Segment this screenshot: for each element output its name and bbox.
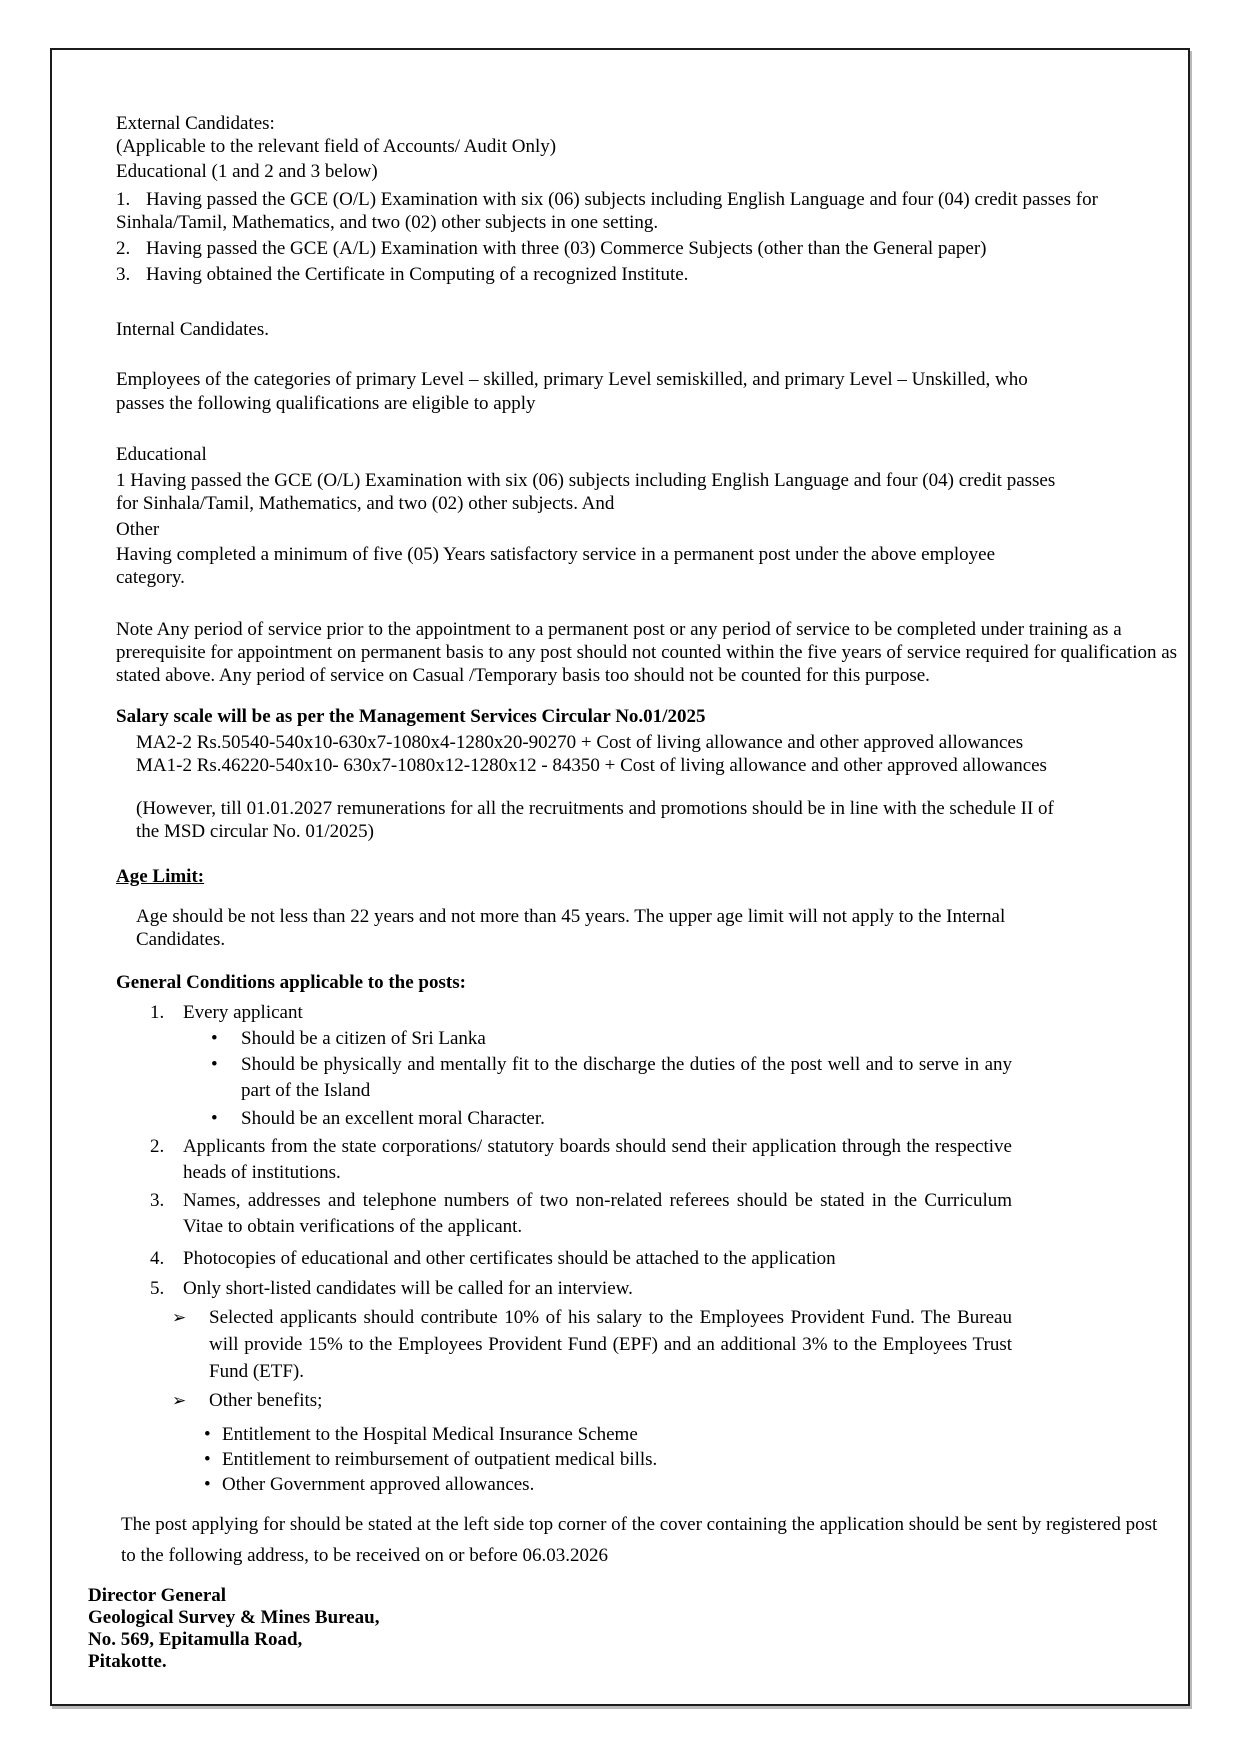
arrow-text: Selected applicants should contribute 10% of his salary to the Employees Provident Fund. The Bureau will provide 15% to the Employees Provident Fund (EPF) and an additional 3% to the Employees Trust Fund (ETF). bbox=[209, 1307, 1012, 1382]
internal-educational-text: 1 Having passed the GCE (O/L) Examination with six (06) subjects including English Language and four (04) credit passes for Sinhala/Tamil, Mathematics, and two (02) other subjects. And bbox=[116, 470, 1056, 514]
salary-heading: Salary scale will be as per the Management Services Circular No.01/2025 bbox=[116, 706, 706, 727]
closing-instructions: The post applying for should be stated at the left side top corner of the cover containing the application should be sent by registered post to the following address, to be received on or before 06.03.2026 bbox=[121, 1514, 1158, 1566]
address-line-3: No. 569, Epitamulla Road, bbox=[88, 1629, 303, 1650]
list-text: Having passed the GCE (O/L) Examination with six (06) subjects including English Language and four (04) credit passes for Sinhala/Tamil, Mathematics, and two (02) other subjects in one setting. bbox=[116, 189, 1098, 233]
condition-1-bullet-2 bbox=[116, 1052, 1012, 1104]
bullet-icon: • bbox=[211, 1028, 218, 1049]
list-number: 2. bbox=[150, 1136, 165, 1157]
external-item-2 bbox=[116, 237, 1060, 260]
list-text: Only short-listed candidates will be called for an interview. bbox=[183, 1278, 633, 1299]
bullet-icon: • bbox=[211, 1108, 218, 1129]
educational-label-external: Educational (1 and 2 and 3 below) bbox=[116, 161, 378, 182]
external-item-1 bbox=[116, 188, 1188, 234]
internal-candidates-heading: Internal Candidates. bbox=[116, 319, 270, 340]
arrow-text: Other benefits; bbox=[209, 1390, 323, 1411]
bullet-text: Should be a citizen of Sri Lanka bbox=[241, 1028, 486, 1049]
arrow-bullet-icon: ➢ bbox=[172, 1308, 187, 1327]
benefit-item-2 bbox=[116, 1447, 1012, 1472]
bullet-icon: • bbox=[204, 1424, 211, 1445]
bullet-text: Entitlement to reimbursement of outpatient medical bills. bbox=[222, 1449, 658, 1470]
arrow-bullet-icon: ➢ bbox=[172, 1391, 187, 1410]
external-item-3 bbox=[116, 263, 1060, 286]
applicable-note: (Applicable to the relevant field of Accounts/ Audit Only) bbox=[116, 136, 557, 157]
list-text: Having passed the GCE (A/L) Examination with three (03) Commerce Subjects (other than the General paper) bbox=[146, 238, 987, 259]
condition-item-5 bbox=[116, 1276, 1012, 1302]
list-text: Names, addresses and telephone numbers of two non-related referees should be stated in the Curriculum Vitae to obtain verifications of the applicant. bbox=[183, 1190, 1012, 1237]
internal-other-text: Having completed a minimum of five (05) Years satisfactory service in a permanent post under the above employee category. bbox=[116, 544, 996, 588]
list-number: 1. bbox=[116, 189, 131, 210]
condition-item-4 bbox=[116, 1246, 1012, 1272]
list-text: Photocopies of educational and other certificates should be attached to the application bbox=[183, 1248, 836, 1269]
benefit-item-1 bbox=[116, 1422, 1012, 1447]
external-candidates-heading: External Candidates: bbox=[116, 113, 275, 134]
condition-1-bullet-3 bbox=[116, 1106, 1012, 1132]
benefits-list bbox=[116, 1422, 1012, 1497]
internal-intro: Employees of the categories of primary Level – skilled, primary Level semiskilled, and primary Level – Unskilled, who passes the following qualifications are eligible to apply bbox=[116, 369, 1028, 414]
bullet-text: Entitlement to the Hospital Medical Insurance Scheme bbox=[222, 1424, 638, 1445]
list-number: 3. bbox=[116, 264, 131, 285]
condition-item-1 bbox=[116, 1000, 1012, 1026]
address-block bbox=[88, 1585, 1060, 1673]
list-number: 3. bbox=[150, 1190, 165, 1211]
benefit-item-3 bbox=[116, 1472, 1012, 1497]
bullet-text: Other Government approved allowances. bbox=[222, 1474, 535, 1495]
address-line-1: Director General bbox=[88, 1585, 227, 1606]
salary-note: (However, till 01.01.2027 remunerations for all the recruitments and promotions should be in line with the schedule II of the MSD circular No. 01/2025) bbox=[136, 798, 1054, 842]
list-text: Every applicant bbox=[183, 1002, 303, 1023]
page-content bbox=[88, 112, 1178, 1673]
age-limit-heading: Age Limit: bbox=[116, 866, 205, 887]
condition-item-2 bbox=[116, 1134, 1012, 1186]
arrow-item-selected-applicants bbox=[116, 1304, 1012, 1385]
bullet-icon: • bbox=[211, 1054, 218, 1075]
general-conditions-list bbox=[116, 1000, 1012, 1497]
condition-item-3 bbox=[116, 1188, 1012, 1240]
bullet-text: Should be physically and mentally fit to the discharge the duties of the post well and to serve in any part of the Island bbox=[241, 1054, 1012, 1101]
list-number: 1. bbox=[150, 1002, 165, 1023]
list-number: 4. bbox=[150, 1248, 165, 1269]
list-text: Applicants from the state corporations/ statutory boards should send their application through the respective heads of institutions. bbox=[183, 1136, 1012, 1183]
educational-label-internal: Educational bbox=[116, 444, 207, 465]
address-line-4: Pitakotte. bbox=[88, 1651, 167, 1672]
service-note: Note Any period of service prior to the appointment to a permanent post or any period of service to be completed under training as a prerequisite for appointment on permanent basis to any post should not counted within the five years of service required for qualification as stated above. Any period of service on Casual /Temporary basis too should not be counted for this purpose. bbox=[116, 619, 1178, 686]
list-number: 2. bbox=[116, 238, 131, 259]
age-limit-text: Age should be not less than 22 years and not more than 45 years. The upper age limit will not apply to the Internal Candidates. bbox=[136, 906, 1006, 950]
salary-scale-ma1: MA1-2 Rs.46220-540x10- 630x7-1080x12-1280x12 - 84350 + Cost of living allowance and other approved allowances bbox=[136, 755, 1047, 776]
bullet-icon: • bbox=[204, 1474, 211, 1495]
other-label: Other bbox=[116, 519, 160, 540]
arrow-item-other-benefits bbox=[116, 1387, 1012, 1414]
bullet-icon: • bbox=[204, 1449, 211, 1470]
condition-1-bullet-1 bbox=[116, 1026, 1012, 1052]
list-text: Having obtained the Certificate in Computing of a recognized Institute. bbox=[146, 264, 689, 285]
bullet-text: Should be an excellent moral Character. bbox=[241, 1108, 545, 1129]
address-line-2: Geological Survey & Mines Bureau, bbox=[88, 1607, 380, 1628]
general-conditions-heading: General Conditions applicable to the posts: bbox=[116, 972, 466, 993]
salary-scale-ma2: MA2-2 Rs.50540-540x10-630x7-1080x4-1280x20-90270 + Cost of living allowance and other approved allowances bbox=[136, 732, 1024, 753]
list-number: 5. bbox=[150, 1278, 165, 1299]
